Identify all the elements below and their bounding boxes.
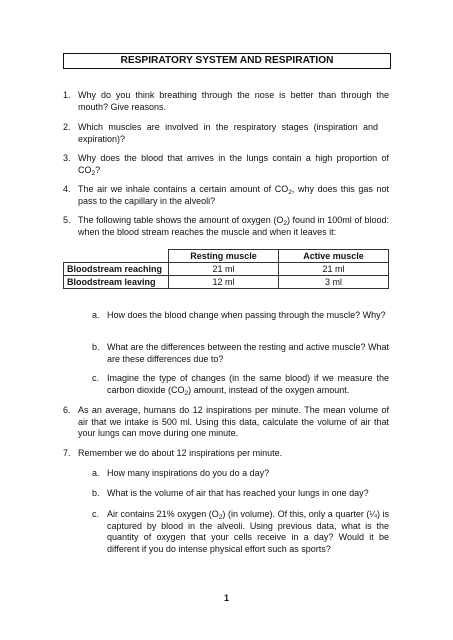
subquestion-letter: b.	[92, 342, 100, 352]
subquestion-text: How many inspirations do you do a day?	[107, 468, 270, 478]
question-text	[78, 153, 389, 176]
question-text-part: Why does the blood that arrives in the lungs contain a high proportion of CO	[78, 153, 389, 175]
table-corner-cell	[64, 250, 169, 263]
table-header-row	[64, 250, 389, 263]
question-text: Which muscles are involved in the respiratory stages (inspiration and expiration)?	[78, 122, 378, 144]
column-header-resting: Resting muscle	[169, 250, 279, 263]
table-row	[64, 263, 389, 276]
table-cell: 12 ml	[169, 276, 279, 289]
subquestion-letter: c.	[92, 373, 100, 383]
question-text: Why do you think breathing through the nose is better than through the mouth? Give reasons.	[78, 90, 389, 112]
subscript: 2	[184, 389, 189, 397]
table-cell: 3 ml	[279, 276, 389, 289]
oxygen-table	[63, 249, 389, 289]
subquestion-letter: b.	[92, 488, 100, 498]
question-text-part: ?	[95, 164, 101, 175]
table-row	[64, 276, 389, 289]
subquestion-text-part: Air contains 21% oxygen (O	[107, 509, 219, 519]
subquestion-text: How does the blood change when passing through the muscle? Why?	[107, 310, 386, 320]
table-cell: 21 ml	[169, 263, 279, 276]
question-number: 3.	[63, 153, 71, 163]
question-text-part: ) found in 100ml of blood: when the blood stream reaches the muscle and when it leaves it:	[78, 215, 389, 237]
question-number: 7.	[63, 448, 71, 458]
subquestion-letter: c.	[92, 509, 100, 519]
column-header-active: Active muscle	[279, 250, 389, 263]
subscript: 2	[91, 169, 96, 177]
subquestion-letter: a.	[92, 310, 100, 320]
question-number: 5.	[63, 215, 71, 225]
page-title: RESPIRATORY SYSTEM AND RESPIRATION	[63, 53, 391, 69]
question-text-part: The air we inhale contains a certain amount of CO	[78, 184, 289, 194]
table-cell: 21 ml	[279, 263, 389, 276]
subquestion-text	[107, 373, 389, 396]
subquestion-text-part: ) (in volume). Of this, only a quarter (¼) is captured by blood in the alveoli. Using previous data, what is the quantity of oxygen that your cells receive in a day? Would it be different if you do intense physical effort such as sports?	[107, 509, 389, 554]
subquestion-text	[107, 509, 389, 555]
subquestion-letter: a.	[92, 468, 100, 478]
question-text-part: The following table shows the amount of oxygen (O	[78, 215, 284, 225]
subquestion-text-part: ) amount, instead of the oxygen amount.	[188, 384, 350, 395]
question-text: Remember we do about 12 inspirations per minute.	[78, 448, 283, 458]
subscript: 2	[218, 514, 223, 521]
row-header: Bloodstream leaving	[64, 276, 169, 289]
row-header: Bloodstream reaching	[64, 263, 169, 276]
subscript: 2	[288, 189, 292, 196]
question-number: 4.	[63, 184, 71, 194]
question-text-part: , why does this gas not pass to the capillary in the alveoli?	[78, 184, 389, 206]
subscript: 2	[283, 220, 287, 227]
subquestion-text: What are the differences between the resting and active muscle? What are these differences due to?	[107, 342, 389, 364]
question-text	[78, 184, 389, 207]
question-number: 2.	[63, 122, 71, 132]
page-number: 1	[223, 593, 229, 603]
question-text: As an average, humans do 12 inspirations per minute. The mean volume of air that we intake is 500 ml. Using this data, calculate the volume of air that your lungs can move during one minute.	[78, 405, 389, 439]
question-number: 6.	[63, 405, 71, 415]
question-text	[78, 215, 389, 238]
subquestion-text-part: Imagine the type of changes (in the same blood) if we measure the carbon dioxide (CO	[107, 373, 389, 395]
question-number: 1.	[63, 90, 71, 100]
subquestion-text: What is the volume of air that has reached your lungs in one day?	[107, 488, 369, 498]
